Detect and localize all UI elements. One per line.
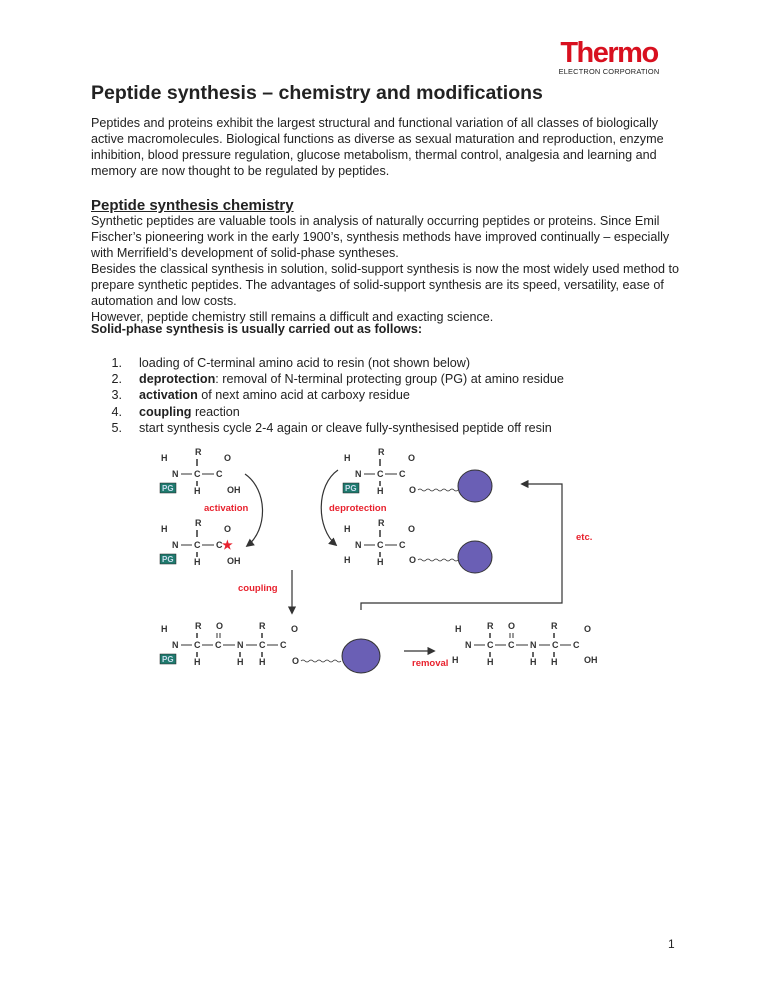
- svg-text:PG: PG: [345, 484, 357, 493]
- svg-text:R: R: [487, 621, 494, 631]
- svg-text:PG: PG: [162, 655, 174, 664]
- svg-text:R: R: [259, 621, 266, 631]
- step-text: loading of C-terminal amino acid to resin (not shown below): [139, 356, 471, 370]
- svg-text:H: H: [487, 657, 494, 667]
- svg-text:R: R: [378, 447, 385, 457]
- molecule-free-dipeptide: [452, 621, 598, 667]
- svg-text:C: C: [280, 640, 287, 650]
- svg-text:C: C: [215, 640, 222, 650]
- step-keyword: deprotection: [139, 372, 216, 387]
- svg-text:N: N: [465, 640, 472, 650]
- logo-subtitle: ELECTRON CORPORATION: [558, 67, 660, 76]
- step-number: 2.: [111, 372, 122, 387]
- svg-text:O: O: [224, 453, 232, 463]
- step-text: of next amino acid at carboxy residue: [197, 388, 410, 403]
- svg-text:C: C: [487, 640, 494, 650]
- section-paragraph: However, peptide chemistry still remains a difficult and exacting science.: [91, 310, 494, 324]
- step-number: 4.: [111, 404, 122, 419]
- step-keyword: activation: [139, 388, 198, 403]
- svg-text:O: O: [292, 656, 300, 666]
- label-coupling: coupling: [238, 583, 278, 594]
- svg-text:C: C: [194, 640, 201, 650]
- svg-text:H: H: [161, 524, 168, 534]
- svg-text:C: C: [377, 540, 384, 550]
- svg-text:N: N: [355, 469, 362, 479]
- svg-text:C: C: [399, 469, 406, 479]
- molecule-resin-bound-protected: [343, 447, 492, 502]
- svg-text:H: H: [344, 453, 351, 463]
- svg-text:H: H: [259, 657, 266, 667]
- svg-text:C: C: [216, 469, 223, 479]
- svg-text:R: R: [195, 447, 202, 457]
- svg-text:H: H: [161, 453, 168, 463]
- step-text: start synthesis cycle 2-4 again or cleave fully-synthesised peptide off resin: [139, 420, 552, 435]
- steps-lead: Solid-phase synthesis is usually carried out as follows:: [91, 322, 423, 336]
- molecule-resin-bound-deprotected: [344, 518, 492, 573]
- step-number: 5.: [111, 420, 122, 435]
- svg-text:H: H: [344, 555, 351, 565]
- svg-text:H: H: [530, 657, 537, 667]
- svg-text:H: H: [452, 655, 459, 665]
- svg-text:H: H: [237, 657, 244, 667]
- resin-bead-icon: [458, 541, 492, 573]
- section-paragraph: Synthetic peptides are valuable tools in analysis of naturally occurring peptides or proteins. Since Emil Fischer’s pioneering work in the early 1900’s, synthesis methods have improved continually – especially with Merrifield’s development of solid-phase syntheses.: [91, 214, 670, 260]
- svg-text:N: N: [237, 640, 244, 650]
- svg-text:R: R: [195, 621, 202, 631]
- step-number: 3.: [111, 388, 122, 403]
- label-removal: removal: [412, 658, 449, 669]
- svg-text:R: R: [378, 518, 385, 528]
- molecule-resin-bound-dipeptide: [160, 621, 380, 673]
- label-activation: activation: [204, 503, 249, 514]
- activation-star-icon: ★: [222, 538, 233, 552]
- svg-text:OH: OH: [227, 485, 241, 495]
- svg-text:H: H: [194, 486, 201, 496]
- svg-text:OH: OH: [584, 655, 598, 665]
- logo-wordmark: Thermo: [560, 37, 658, 69]
- label-deprotection: deprotection: [329, 503, 387, 514]
- svg-text:O: O: [408, 524, 416, 534]
- svg-text:C: C: [552, 640, 559, 650]
- step-text: reaction: [191, 404, 240, 419]
- molecule-protected-amino-acid: [160, 447, 241, 496]
- resin-bead-icon: [458, 470, 492, 502]
- svg-text:O: O: [216, 621, 224, 631]
- svg-text:O: O: [584, 624, 592, 634]
- svg-text:H: H: [194, 557, 201, 567]
- step-text: : removal of N-terminal protecting group (PG) at amino residue: [215, 372, 564, 387]
- svg-text:N: N: [172, 540, 179, 550]
- svg-text:R: R: [195, 518, 202, 528]
- svg-text:N: N: [172, 640, 179, 650]
- svg-text:C: C: [194, 540, 201, 550]
- section-heading: Peptide synthesis chemistry: [91, 197, 294, 214]
- svg-text:O: O: [408, 453, 416, 463]
- svg-text:C: C: [573, 640, 580, 650]
- svg-text:C: C: [216, 540, 223, 550]
- svg-text:C: C: [377, 469, 384, 479]
- svg-text:H: H: [161, 624, 168, 634]
- svg-text:O: O: [409, 555, 417, 565]
- page-title: Peptide synthesis – chemistry and modifications: [91, 82, 543, 104]
- svg-text:C: C: [194, 469, 201, 479]
- svg-text:R: R: [551, 621, 558, 631]
- svg-text:H: H: [377, 486, 384, 496]
- molecule-activated-amino-acid: [160, 518, 241, 567]
- svg-text:H: H: [551, 657, 558, 667]
- step-number: 1.: [111, 356, 122, 370]
- svg-text:H: H: [377, 557, 384, 567]
- page-number: 1: [668, 937, 675, 951]
- svg-text:H: H: [194, 657, 201, 667]
- svg-text:PG: PG: [162, 555, 174, 564]
- svg-text:C: C: [508, 640, 515, 650]
- svg-text:N: N: [172, 469, 179, 479]
- svg-text:OH: OH: [227, 556, 241, 566]
- svg-text:N: N: [355, 540, 362, 550]
- svg-text:O: O: [508, 621, 516, 631]
- label-etc: etc.: [576, 532, 593, 543]
- svg-text:N: N: [530, 640, 537, 650]
- svg-text:C: C: [259, 640, 266, 650]
- resin-bead-icon: [342, 639, 380, 673]
- svg-text:C: C: [399, 540, 406, 550]
- svg-text:H: H: [455, 624, 462, 634]
- svg-text:O: O: [291, 624, 299, 634]
- step-keyword: coupling: [139, 404, 192, 419]
- svg-text:O: O: [224, 524, 232, 534]
- svg-text:PG: PG: [162, 484, 174, 493]
- svg-text:O: O: [409, 485, 417, 495]
- intro-paragraph: Peptides and proteins exhibit the largest structural and functional variation of all classes of biologically active macromolecules. Biological functions as diverse as sexual maturation and reproduction, enzyme inhibition, blood pressure regulation, glucose metabolism, thermal control, analgesia and learning and memory are now thought to be regulated by peptides.: [91, 116, 664, 178]
- svg-text:H: H: [344, 524, 351, 534]
- section-paragraph: Besides the classical synthesis in solution, solid-support synthesis is now the most widely used method to prepare synthetic peptides. The advantages of solid-support synthesis are its speed, versatility, ease of automation and low costs.: [91, 262, 679, 308]
